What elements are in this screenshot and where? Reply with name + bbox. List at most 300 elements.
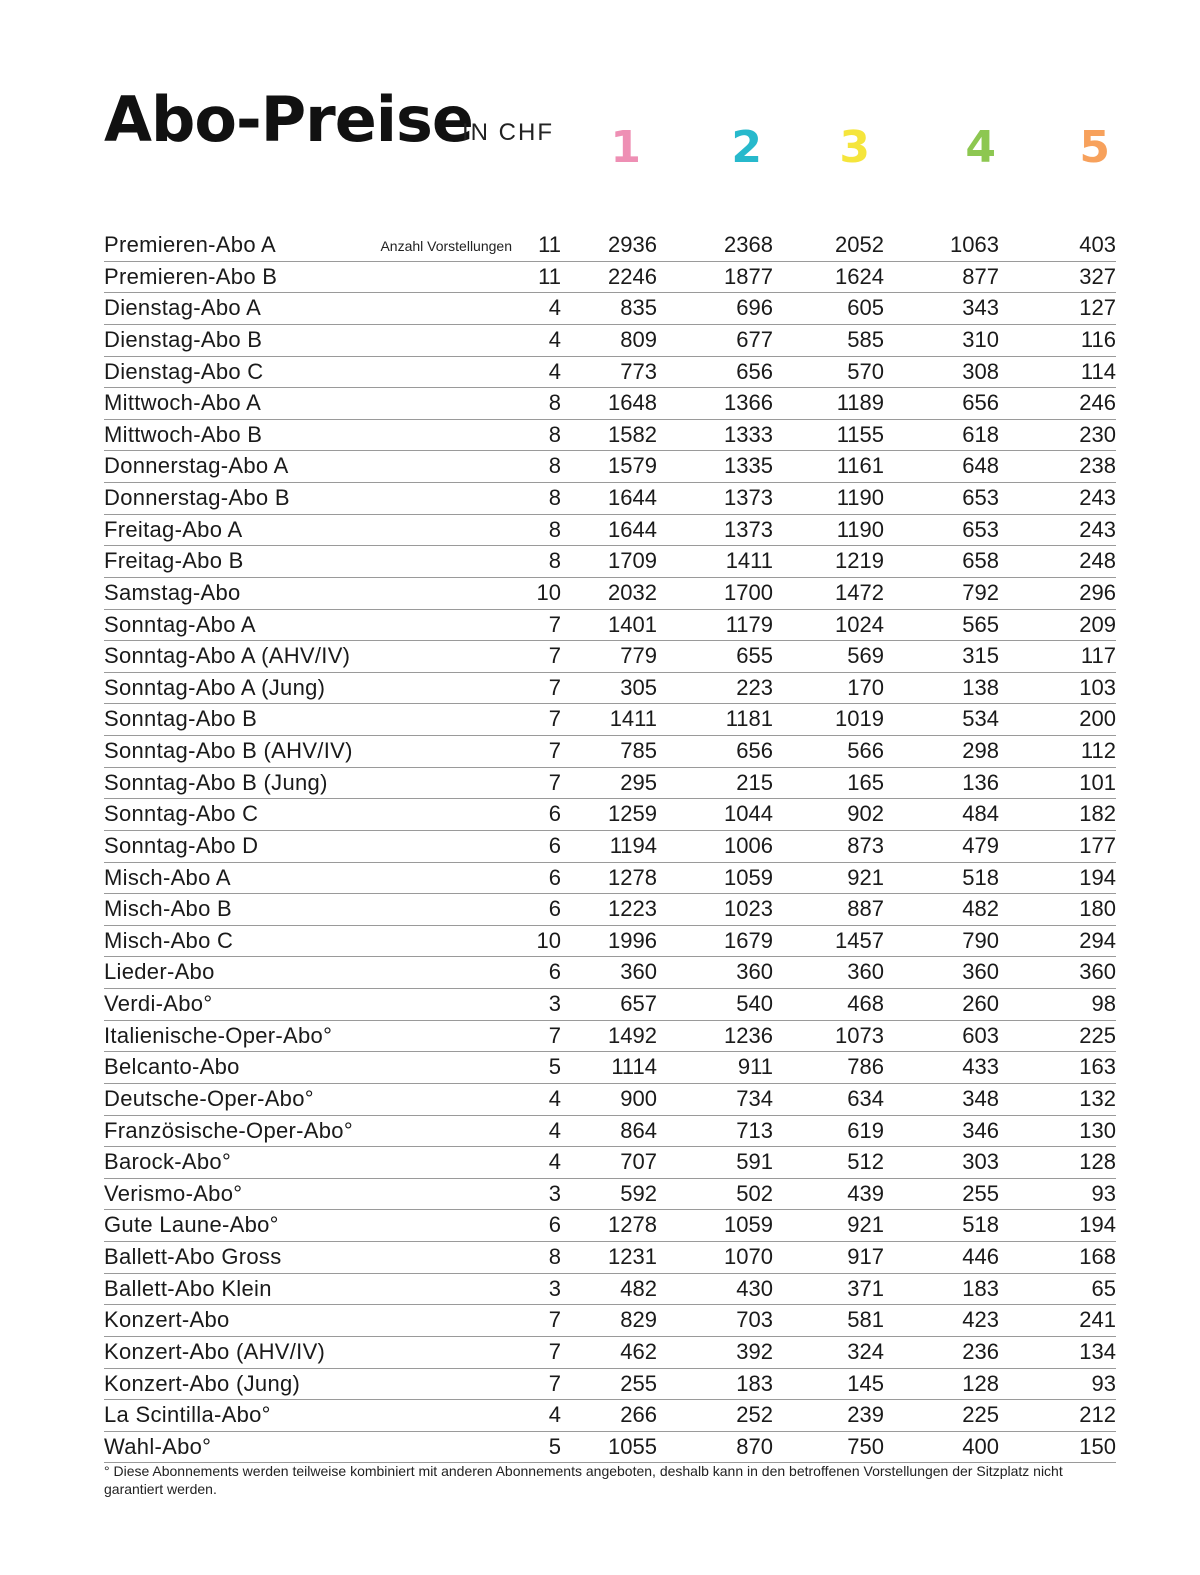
subscription-name: Mittwoch-Abo A — [104, 390, 262, 416]
price-category-2-value: 656 — [736, 358, 773, 384]
performance-count: 6 — [548, 864, 561, 890]
performance-count: 7 — [548, 1307, 561, 1333]
price-category-5-value: 127 — [1079, 295, 1116, 321]
performance-count: 10 — [536, 927, 561, 953]
price-category-4-value: 658 — [962, 548, 999, 574]
subscription-name: Premieren-Abo B — [104, 263, 278, 289]
price-category-4-value: 315 — [962, 643, 999, 669]
price-table — [104, 230, 1116, 1463]
price-category-1-value: 1648 — [608, 390, 657, 416]
performance-count: 6 — [548, 896, 561, 922]
price-category-1-value: 1114 — [611, 1054, 657, 1080]
price-category-3-value: 1624 — [835, 263, 884, 289]
price-category-3-value: 1472 — [835, 579, 884, 605]
price-category-1-value: 1644 — [608, 516, 657, 542]
price-category-5: 5 — [1079, 122, 1110, 173]
price-category-5-value: 182 — [1079, 801, 1116, 827]
performance-count: 4 — [548, 1117, 561, 1143]
price-category-3-value: 585 — [847, 326, 884, 352]
subscription-name: Donnerstag-Abo B — [104, 485, 290, 510]
price-category-1-value: 255 — [620, 1370, 657, 1396]
price-category-4-value: 343 — [962, 295, 999, 321]
subscription-name: Misch-Abo B — [104, 896, 233, 922]
price-category-3-value: 1073 — [835, 1022, 884, 1048]
price-category-3-value: 921 — [847, 1212, 884, 1238]
subscription-name: Ballett-Abo Gross — [104, 1244, 282, 1269]
price-category-3-value: 145 — [847, 1370, 884, 1396]
price-category-3-value: 921 — [847, 864, 884, 890]
subscription-name: Sonntag-Abo B (AHV/IV) — [104, 738, 353, 763]
price-category-1-value: 1644 — [608, 485, 657, 510]
table-row — [104, 610, 1116, 642]
price-category-3-value: 1457 — [835, 927, 884, 953]
price-category-3-value: 570 — [847, 358, 884, 384]
price-category-5-value: 230 — [1079, 421, 1116, 447]
price-category-4-value: 236 — [962, 1338, 999, 1364]
table-row — [104, 641, 1116, 673]
currency-label: IN CHF — [462, 119, 554, 146]
price-category-3-value: 786 — [847, 1054, 884, 1080]
table-row — [104, 1147, 1116, 1179]
table-row — [104, 230, 1116, 262]
price-category-1-value: 785 — [620, 738, 657, 763]
price-category-3-value: 165 — [847, 769, 884, 795]
price-category-2-value: 360 — [736, 959, 773, 985]
price-category-5-value: 225 — [1079, 1022, 1116, 1048]
performance-count: 5 — [548, 1433, 561, 1459]
price-category-5-value: 360 — [1079, 959, 1116, 985]
table-row — [104, 957, 1116, 989]
table-row — [104, 293, 1116, 325]
price-category-3-value: 619 — [847, 1117, 884, 1143]
price-category-5-value: 209 — [1079, 611, 1116, 637]
table-row — [104, 799, 1116, 831]
price-category-1-value: 295 — [620, 769, 657, 795]
price-category-2-value: 1044 — [724, 801, 773, 827]
price-category-5-value: 168 — [1079, 1244, 1116, 1269]
table-row — [104, 1021, 1116, 1053]
price-category-4-value: 138 — [962, 674, 999, 700]
performance-count: 3 — [548, 991, 561, 1016]
performance-count: 4 — [548, 1085, 561, 1111]
price-category-1-value: 592 — [620, 1180, 657, 1206]
price-category-4-value: 603 — [962, 1022, 999, 1048]
price-category-1-value: 1411 — [609, 706, 657, 732]
price-category-2-value: 502 — [736, 1180, 773, 1206]
performance-count: 11 — [538, 232, 561, 257]
performance-count: 3 — [548, 1275, 561, 1301]
performance-count: 4 — [548, 326, 561, 352]
subscription-name: Verismo-Abo° — [104, 1180, 243, 1206]
performance-count: 8 — [548, 1244, 561, 1269]
price-category-4-value: 348 — [962, 1085, 999, 1111]
price-category-3-value: 902 — [847, 801, 884, 827]
price-category-4-value: 423 — [962, 1307, 999, 1333]
price-category-3-value: 873 — [847, 832, 884, 858]
price-category-5-value: 114 — [1080, 358, 1116, 384]
performance-count: 7 — [548, 611, 561, 637]
price-category-4-value: 303 — [962, 1149, 999, 1175]
subscription-name: Wahl-Abo° — [104, 1433, 212, 1459]
price-category-2-value: 655 — [736, 643, 773, 669]
price-category-1-value: 809 — [620, 326, 657, 352]
table-row — [104, 1116, 1116, 1148]
price-category-1-value: 900 — [620, 1085, 657, 1111]
price-category-2-value: 911 — [737, 1054, 773, 1080]
price-category-3-value: 512 — [847, 1149, 884, 1175]
price-category-1-value: 773 — [620, 358, 657, 384]
price-category-5-value: 200 — [1079, 706, 1116, 732]
price-category-5-value: 243 — [1079, 485, 1116, 510]
price-category-3: 3 — [839, 122, 870, 173]
price-category-3-value: 1190 — [836, 516, 884, 542]
price-category-4-value: 648 — [962, 453, 999, 479]
price-category-2-value: 223 — [736, 674, 773, 700]
price-category-5-value: 101 — [1079, 769, 1116, 795]
performance-count: 6 — [548, 801, 561, 827]
performance-count: 7 — [548, 643, 561, 669]
price-category-4-value: 479 — [962, 832, 999, 858]
performance-count: 7 — [548, 769, 561, 795]
table-row — [104, 483, 1116, 515]
price-category-3-value: 566 — [847, 738, 884, 763]
table-row — [104, 388, 1116, 420]
price-category-5-value: 98 — [1091, 991, 1116, 1016]
price-category-4-value: 255 — [962, 1180, 999, 1206]
table-row — [104, 1432, 1116, 1464]
subscription-name: Belcanto-Abo — [104, 1054, 240, 1080]
price-category-3-value: 634 — [847, 1085, 884, 1111]
price-category-5-value: 128 — [1079, 1149, 1116, 1175]
price-category-1-value: 1492 — [608, 1022, 657, 1048]
price-category-2-value: 1373 — [724, 516, 773, 542]
price-category-2-value: 1236 — [724, 1022, 773, 1048]
table-row — [104, 1274, 1116, 1306]
price-category-4-value: 225 — [962, 1402, 999, 1428]
performance-count: 11 — [538, 263, 561, 289]
table-row — [104, 451, 1116, 483]
subscription-name: Donnerstag-Abo A — [104, 453, 289, 479]
price-category-1-value: 1231 — [608, 1244, 657, 1269]
price-category-3-value: 1189 — [836, 390, 884, 416]
table-row — [104, 357, 1116, 389]
performance-count: 4 — [548, 1402, 561, 1428]
table-row — [104, 325, 1116, 357]
price-category-5-value: 246 — [1079, 390, 1116, 416]
subscription-name: Verdi-Abo° — [104, 991, 213, 1016]
subscription-name: Konzert-Abo (Jung) — [104, 1370, 301, 1396]
price-category-3-value: 371 — [847, 1275, 884, 1301]
price-category-5-value: 327 — [1079, 263, 1116, 289]
performance-count: 4 — [548, 295, 561, 321]
table-row — [104, 1179, 1116, 1211]
price-category-5-value: 112 — [1080, 738, 1116, 763]
subscription-name: La Scintilla-Abo° — [104, 1402, 271, 1428]
price-category-1-value: 779 — [620, 643, 657, 669]
price-category-2-value: 1059 — [724, 1212, 773, 1238]
performance-count: 8 — [548, 453, 561, 479]
price-category-1-value: 2246 — [608, 263, 657, 289]
price-category-3-value: 1190 — [836, 485, 884, 510]
price-category-1-value: 305 — [620, 674, 657, 700]
price-category-5-value: 241 — [1079, 1307, 1116, 1333]
performance-count: 4 — [548, 1149, 561, 1175]
price-category-5-value: 117 — [1080, 643, 1116, 669]
performance-count: 7 — [548, 738, 561, 763]
price-category-2-value: 1059 — [724, 864, 773, 890]
price-category-4-value: 400 — [962, 1433, 999, 1459]
price-category-1-value: 829 — [620, 1307, 657, 1333]
price-category-2-value: 696 — [736, 295, 773, 321]
price-category-3-value: 324 — [847, 1338, 884, 1364]
performance-count-caption: Anzahl Vorstellungen — [380, 238, 512, 254]
price-category-2-value: 656 — [736, 738, 773, 763]
price-category-4-value: 518 — [962, 1212, 999, 1238]
subscription-name: Konzert-Abo (AHV/IV) — [104, 1338, 326, 1364]
price-category-2-value: 1679 — [724, 927, 773, 953]
subscription-name: Dienstag-Abo C — [104, 358, 264, 384]
subscription-name: Misch-Abo C — [104, 927, 234, 953]
subscription-name: Ballett-Abo Klein — [104, 1275, 272, 1301]
price-category-4-value: 790 — [962, 927, 999, 953]
price-category-2-value: 252 — [736, 1402, 773, 1428]
price-category-2-value: 1333 — [724, 421, 773, 447]
price-category-2-value: 392 — [736, 1338, 773, 1364]
price-category-3-value: 2052 — [835, 232, 884, 257]
subscription-name: Dienstag-Abo B — [104, 326, 263, 352]
price-category-1-value: 1278 — [608, 864, 657, 890]
price-category-2-value: 1179 — [725, 611, 773, 637]
price-category-4-value: 346 — [962, 1117, 999, 1143]
price-category-1-value: 1996 — [608, 927, 657, 953]
price-category-5-value: 65 — [1091, 1275, 1116, 1301]
price-category-3-value: 569 — [847, 643, 884, 669]
price-category-5-value: 103 — [1079, 674, 1116, 700]
price-category-1-value: 360 — [620, 959, 657, 985]
price-category-5-value: 93 — [1091, 1370, 1116, 1396]
price-category-5-value: 130 — [1079, 1117, 1116, 1143]
price-category-4-value: 1063 — [950, 232, 999, 257]
price-category-2-value: 1411 — [725, 548, 773, 574]
table-row — [104, 1052, 1116, 1084]
price-category-2-value: 430 — [736, 1275, 773, 1301]
price-category-1-value: 2032 — [608, 579, 657, 605]
price-category-5-value: 296 — [1079, 579, 1116, 605]
price-category-1-value: 864 — [620, 1117, 657, 1143]
price-category-2-value: 870 — [736, 1433, 773, 1459]
price-category-5-value: 177 — [1079, 832, 1116, 858]
price-category-2-value: 703 — [736, 1307, 773, 1333]
price-category-2-value: 677 — [736, 326, 773, 352]
table-row — [104, 1305, 1116, 1337]
price-category-3-value: 750 — [847, 1433, 884, 1459]
performance-count: 6 — [548, 1212, 561, 1238]
subscription-name: Mittwoch-Abo B — [104, 421, 263, 447]
table-row — [104, 1242, 1116, 1274]
performance-count: 7 — [548, 706, 561, 732]
price-category-4-value: 653 — [962, 485, 999, 510]
subscription-name: Konzert-Abo — [104, 1307, 230, 1333]
subscription-name: Französische-Oper-Abo° — [104, 1117, 353, 1143]
price-category-3-value: 917 — [847, 1244, 884, 1269]
performance-count: 8 — [548, 548, 561, 574]
price-category-3-value: 1155 — [836, 421, 884, 447]
subscription-name: Italienische-Oper-Abo° — [104, 1022, 333, 1048]
performance-count: 6 — [548, 959, 561, 985]
performance-count: 3 — [548, 1180, 561, 1206]
price-category-2-value: 1181 — [725, 706, 773, 732]
table-row — [104, 768, 1116, 800]
price-category-4-value: 534 — [962, 706, 999, 732]
price-category-2-value: 1373 — [724, 485, 773, 510]
price-category-3-value: 581 — [847, 1307, 884, 1333]
price-category-5-value: 163 — [1079, 1054, 1116, 1080]
price-category-4-value: 310 — [962, 326, 999, 352]
subscription-name: Barock-Abo° — [104, 1149, 232, 1175]
price-category-1-value: 1259 — [608, 801, 657, 827]
subscription-name: Freitag-Abo A — [104, 516, 243, 542]
price-category-5-value: 116 — [1080, 326, 1116, 352]
price-category-3-value: 439 — [847, 1180, 884, 1206]
price-category-4-value: 298 — [962, 738, 999, 763]
price-category-3-value: 1024 — [835, 611, 884, 637]
price-category-4-value: 128 — [962, 1370, 999, 1396]
price-category-5-value: 248 — [1079, 548, 1116, 574]
subscription-name: Sonntag-Abo A — [104, 611, 256, 637]
price-category-2: 2 — [731, 122, 762, 173]
table-row — [104, 546, 1116, 578]
price-category-1-value: 657 — [620, 991, 657, 1016]
price-category-4-value: 360 — [962, 959, 999, 985]
footnote: ° Diese Abonnements werden teilweise kombiniert mit anderen Abonnements angeboten, deshalb kann in den betroffenen Vorstellungen der Sitzplatz nicht garantiert werden. — [104, 1463, 1063, 1497]
table-row — [104, 420, 1116, 452]
price-category-1: 1 — [610, 122, 641, 173]
price-category-3-value: 239 — [847, 1402, 884, 1428]
price-category-5-value: 194 — [1079, 864, 1116, 890]
performance-count: 7 — [548, 674, 561, 700]
price-category-1-value: 1582 — [608, 421, 657, 447]
price-category-2-value: 1006 — [724, 832, 773, 858]
performance-count: 7 — [548, 1370, 561, 1396]
price-category-1-value: 707 — [620, 1149, 657, 1175]
price-category-4-value: 308 — [962, 358, 999, 384]
price-category-1-value: 1709 — [608, 548, 657, 574]
performance-count: 8 — [548, 421, 561, 447]
price-category-3-value: 887 — [847, 896, 884, 922]
price-category-3-value: 360 — [847, 959, 884, 985]
subscription-name: Sonntag-Abo D — [104, 832, 259, 858]
performance-count: 5 — [548, 1054, 561, 1080]
price-category-1-value: 1055 — [608, 1433, 657, 1459]
price-category-4-value: 618 — [962, 421, 999, 447]
table-row — [104, 736, 1116, 768]
table-row — [104, 989, 1116, 1021]
price-category-5-value: 150 — [1079, 1433, 1116, 1459]
performance-count: 8 — [548, 485, 561, 510]
price-category-2-value: 1023 — [724, 896, 773, 922]
price-category-4-value: 653 — [962, 516, 999, 542]
page-title: Abo-Preise — [104, 83, 473, 156]
table-row — [104, 894, 1116, 926]
table-row — [104, 1400, 1116, 1432]
subscription-name: Sonntag-Abo C — [104, 801, 259, 827]
price-category-4-value: 183 — [962, 1275, 999, 1301]
table-row — [104, 1369, 1116, 1401]
price-category-4: 4 — [965, 122, 996, 173]
table-row — [104, 673, 1116, 705]
performance-count: 7 — [548, 1338, 561, 1364]
price-category-4-value: 136 — [962, 769, 999, 795]
subscription-name: Gute Laune-Abo° — [104, 1212, 279, 1238]
price-category-2-value: 1070 — [724, 1244, 773, 1269]
price-category-1-value: 835 — [620, 295, 657, 321]
price-category-3-value: 1161 — [836, 453, 884, 479]
performance-count: 4 — [548, 358, 561, 384]
table-row — [104, 863, 1116, 895]
price-category-3-value: 605 — [847, 295, 884, 321]
price-category-4-value: 433 — [962, 1054, 999, 1080]
price-category-1-value: 1223 — [608, 896, 657, 922]
table-row — [104, 831, 1116, 863]
price-category-2-value: 540 — [736, 991, 773, 1016]
table-row — [104, 578, 1116, 610]
price-category-2-value: 591 — [736, 1149, 773, 1175]
price-category-4-value: 792 — [962, 579, 999, 605]
price-category-2-value: 1366 — [724, 390, 773, 416]
price-category-1-value: 1401 — [608, 611, 657, 637]
price-category-1-value: 2936 — [608, 232, 657, 257]
table-row — [104, 1210, 1116, 1242]
price-category-4-value: 482 — [962, 896, 999, 922]
table-row — [104, 1084, 1116, 1116]
price-category-4-value: 656 — [962, 390, 999, 416]
price-category-2-value: 1700 — [724, 579, 773, 605]
subscription-name: Samstag-Abo — [104, 579, 241, 605]
subscription-name: Freitag-Abo B — [104, 548, 244, 574]
price-category-5-value: 403 — [1079, 232, 1116, 257]
price-category-1-value: 1194 — [609, 832, 657, 858]
price-category-2-value: 2368 — [724, 232, 773, 257]
price-category-2-value: 215 — [736, 769, 773, 795]
price-category-4-value: 518 — [962, 864, 999, 890]
performance-count: 7 — [548, 1022, 561, 1048]
price-category-5-value: 180 — [1079, 896, 1116, 922]
price-category-5-value: 134 — [1079, 1338, 1116, 1364]
table-row — [104, 704, 1116, 736]
price-category-2-value: 1335 — [724, 453, 773, 479]
price-category-5-value: 132 — [1079, 1085, 1116, 1111]
price-category-4-value: 484 — [962, 801, 999, 827]
subscription-name: Sonntag-Abo A (Jung) — [104, 674, 326, 700]
price-category-3-value: 468 — [847, 991, 884, 1016]
subscription-name: Premieren-Abo A — [104, 232, 277, 257]
price-category-1-value: 1579 — [608, 453, 657, 479]
price-category-4-value: 260 — [962, 991, 999, 1016]
subscription-name: Deutsche-Oper-Abo° — [104, 1085, 314, 1111]
price-category-5-value: 194 — [1079, 1212, 1116, 1238]
performance-count: 8 — [548, 390, 561, 416]
table-row — [104, 1337, 1116, 1369]
table-row — [104, 515, 1116, 547]
price-category-3-value: 1219 — [835, 548, 884, 574]
price-category-2-value: 183 — [736, 1370, 773, 1396]
subscription-name: Sonntag-Abo A (AHV/IV) — [104, 643, 351, 669]
price-category-1-value: 482 — [620, 1275, 657, 1301]
performance-count: 10 — [536, 579, 561, 605]
price-category-3-value: 170 — [847, 674, 884, 700]
subscription-name: Dienstag-Abo A — [104, 295, 262, 321]
price-category-5-value: 238 — [1079, 453, 1116, 479]
